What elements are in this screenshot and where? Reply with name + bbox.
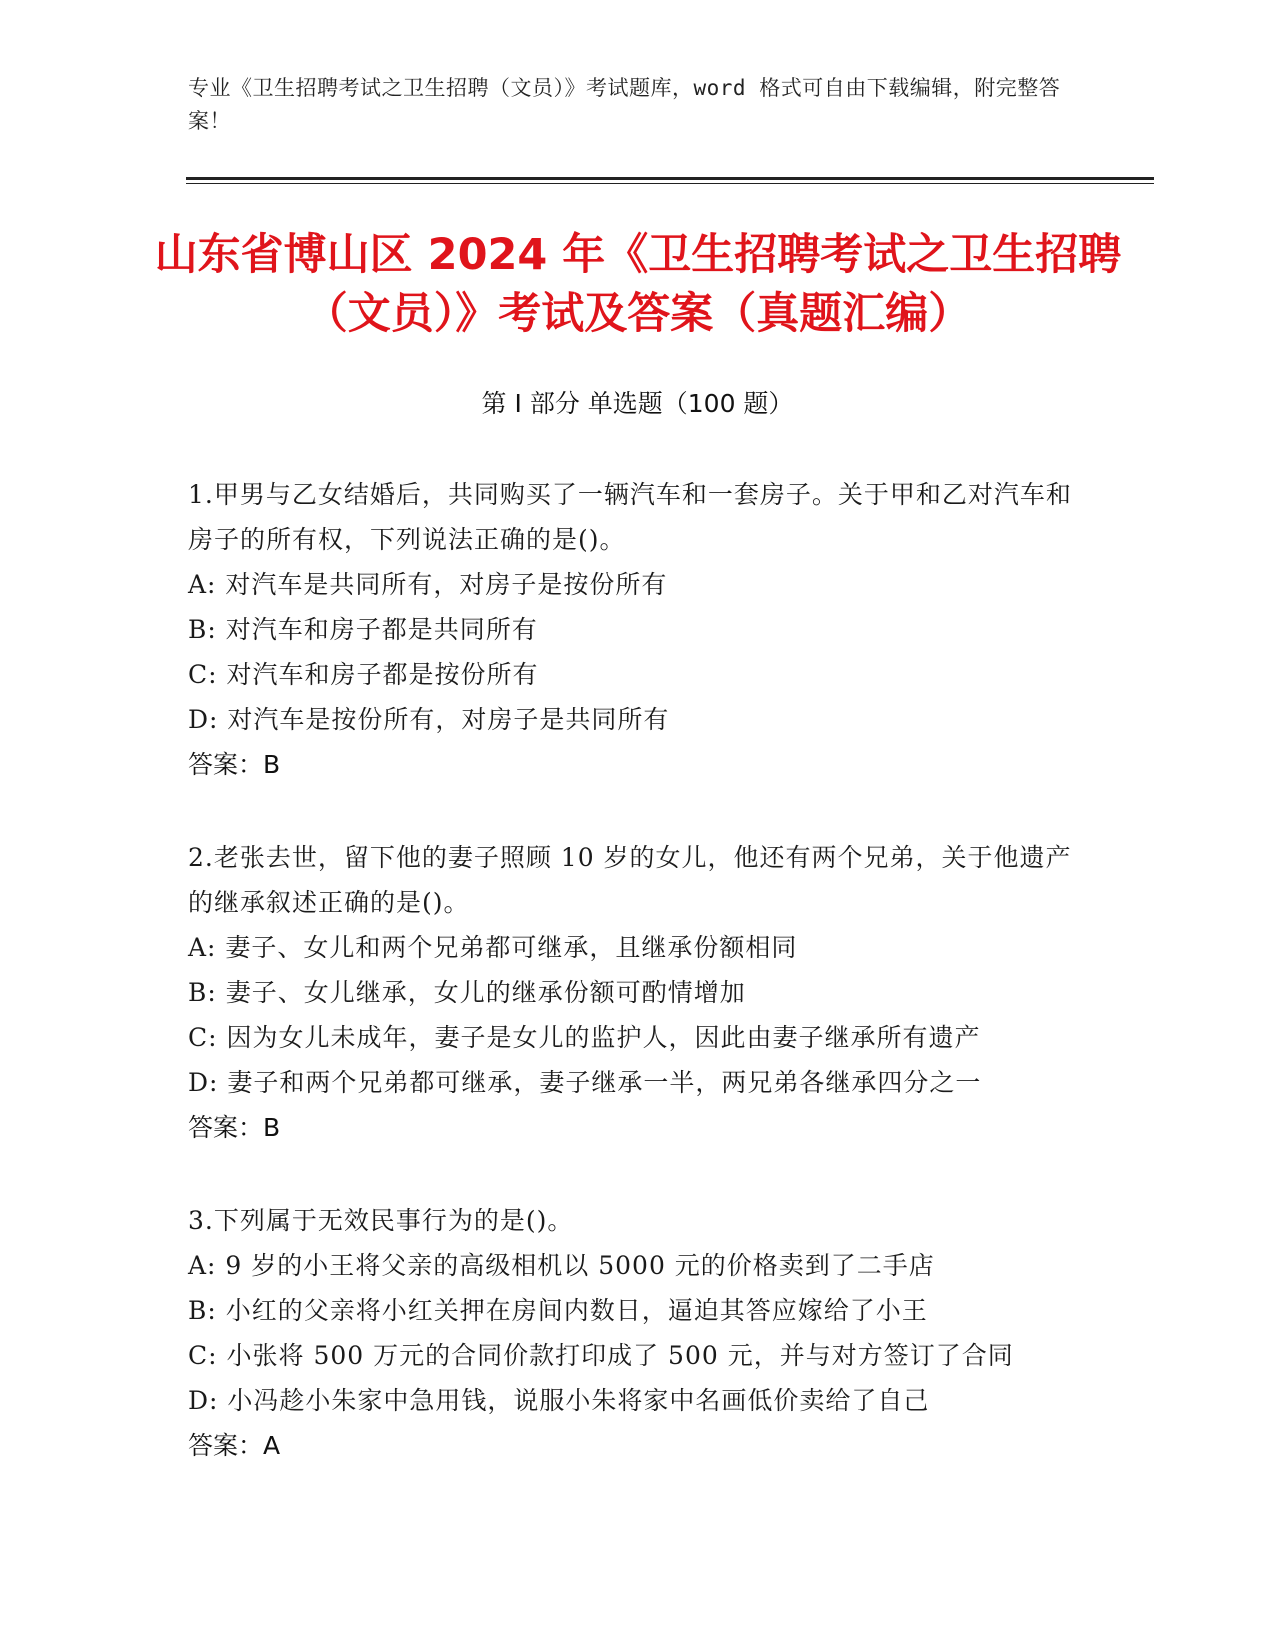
question-1 [188, 472, 1088, 787]
option-b: B: 小红的父亲将小红关押在房间内数日，逼迫其答应嫁给了小王 [188, 1296, 928, 1325]
question-stem: 1.甲男与乙女结婚后，共同购买了一辆汽车和一套房子。关于甲和乙对汽车和房子的所有权，下列说法正确的是()。 [188, 480, 1072, 554]
question-answer: 答案：B [188, 750, 281, 779]
option-b: B: 妻子、女儿继承，女儿的继承份额可酌情增加 [188, 978, 746, 1007]
option-b: B: 对汽车和房子都是共同所有 [188, 615, 538, 644]
option-d: D: 妻子和两个兄弟都可继承，妻子继承一半，两兄弟各继承四分之一 [188, 1068, 982, 1097]
question-stem: 3.下列属于无效民事行为的是()。 [188, 1206, 574, 1235]
question-answer: 答案：B [188, 1113, 281, 1142]
header-note: 专业《卫生招聘考试之卫生招聘（文员）》考试题库，word 格式可自由下载编辑，附完整答案！ [188, 76, 1061, 133]
document-title: 山东省博山区 2024 年《卫生招聘考试之卫生招聘（文员）》考试及答案（真题汇编） [154, 230, 1122, 339]
option-a: A: 对汽车是共同所有，对房子是按份所有 [188, 570, 668, 599]
question-stem: 2.老张去世，留下他的妻子照顾 10 岁的女儿，他还有两个兄弟，关于他遗产的继承叙述正确的是()。 [188, 843, 1072, 917]
option-a: A: 妻子、女儿和两个兄弟都可继承，且继承份额相同 [188, 933, 798, 962]
option-c: C: 对汽车和房子都是按份所有 [188, 660, 539, 689]
question-3 [188, 1198, 1088, 1468]
option-c: C: 因为女儿未成年，妻子是女儿的监护人，因此由妻子继承所有遗产 [188, 1023, 981, 1052]
section-title: 第 I 部分 单选题（100 题） [481, 389, 794, 418]
option-d: D: 对汽车是按份所有，对房子是共同所有 [188, 705, 670, 734]
option-a: A: 9 岁的小王将父亲的高级相机以 5000 元的价格卖到了二手店 [188, 1251, 935, 1280]
header-divider-thin [186, 183, 1154, 184]
question-2 [188, 835, 1088, 1150]
header-divider-thick [186, 177, 1154, 180]
question-answer: 答案：A [188, 1431, 281, 1460]
option-d: D: 小冯趁小朱家中急用钱，说服小朱将家中名画低价卖给了自己 [188, 1386, 930, 1415]
option-c: C: 小张将 500 万元的合同价款打印成了 500 元，并与对方签订了合同 [188, 1341, 1014, 1370]
